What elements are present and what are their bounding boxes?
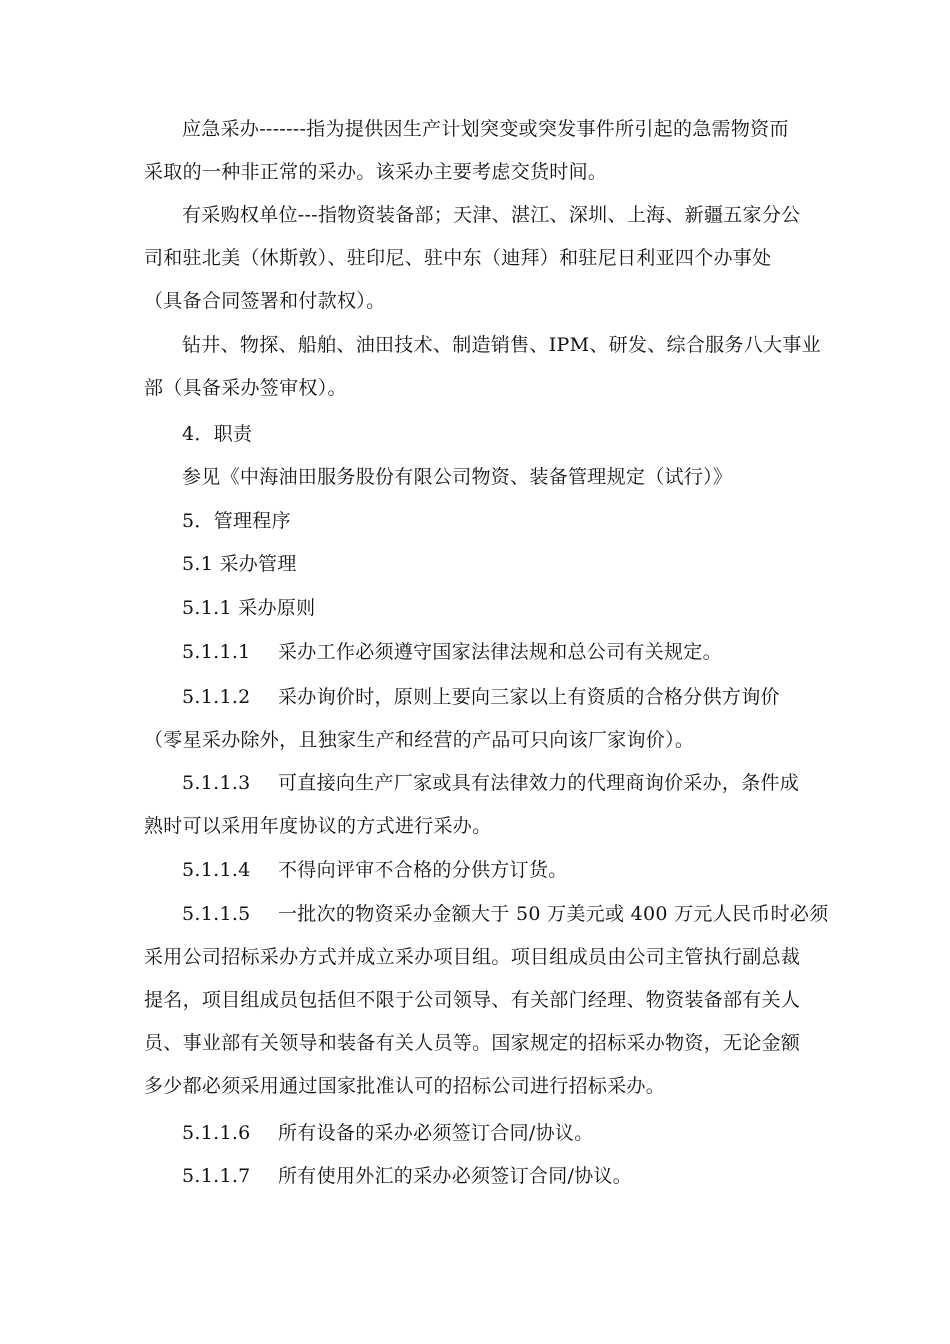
clause-5-1-1-5-line-4: 员、事业部有关领导和装备有关人员等。国家规定的招标采办物资，无论金额 — [144, 1032, 801, 1054]
clause-text: 一批次的物资采办金额大于 50 万美元或 400 万元人民币时必须 — [278, 903, 829, 925]
clause-number: 5.1.1.5 — [182, 903, 251, 925]
clause-text: 采办工作必须遵守国家法律法规和总公司有关规定。 — [278, 641, 722, 663]
clause-number: 5.1.1.2 — [182, 686, 251, 708]
clause-5-1-1-3-line-2: 熟时可以采用年度协议的方式进行采办。 — [144, 815, 492, 837]
clause-5-1-1-6 — [182, 1118, 862, 1148]
clause-number: 5.1.1.4 — [182, 859, 251, 881]
clause-text: 所有使用外汇的采办必须签订合同/协议。 — [278, 1165, 633, 1187]
clause-5-1-1-1 — [182, 637, 862, 667]
purchasing-units-line-2: 司和驻北美（休斯敦）、驻印尼、驻中东（迪拜）和驻尼日利亚四个办事处 — [144, 247, 772, 269]
emergency-definition-line-1: 应急采办-------指为提供因生产计划突变或突发事件所引起的急需物资而 — [182, 118, 789, 140]
clause-number: 5.1.1.6 — [182, 1122, 251, 1144]
section-5-1-heading: 5.1 采办管理 — [182, 553, 297, 575]
section-5-1-1-heading: 5.1.1 采办原则 — [182, 597, 316, 619]
clause-5-1-1-2-line-2: （零星采办除外，且独家生产和经营的产品可只向该厂家询价）。 — [144, 729, 695, 751]
section-4-text: 参见《中海油田服务股份有限公司物资、装备管理规定（试行）》 — [182, 466, 733, 488]
purchasing-units-line-3: （具备合同签署和付款权）。 — [144, 290, 386, 312]
divisions-line-2: 部（具备采办签审权）。 — [144, 377, 347, 399]
emergency-definition-line-2: 采取的一种非正常的采办。该采办主要考虑交货时间。 — [144, 161, 608, 183]
clause-5-1-1-4 — [182, 855, 862, 885]
section-4-heading: 4．职责 — [182, 423, 253, 445]
clause-text: 可直接向生产厂家或具有法律效力的代理商询价采办，条件成 — [278, 772, 800, 794]
clause-5-1-1-5-line-2: 采用公司招标采办方式并成立采办项目组。项目组成员由公司主管执行副总裁 — [144, 946, 801, 968]
clause-text: 采办询价时，原则上要向三家以上有资质的合格分供方询价 — [278, 686, 780, 708]
clause-text: 所有设备的采办必须签订合同/协议。 — [278, 1122, 594, 1144]
clause-5-1-1-2-line-1 — [182, 682, 862, 712]
divisions-line-1: 钻井、物探、船舶、油田技术、制造销售、IPM、研发、综合服务八大事业 — [182, 334, 821, 356]
clause-5-1-1-5-line-3: 提名，项目组成员包括但不限于公司领导、有关部门经理、物资装备部有关人 — [144, 989, 801, 1011]
clause-number: 5.1.1.3 — [182, 772, 251, 794]
section-5-heading: 5．管理程序 — [182, 510, 291, 532]
clause-5-1-1-5-line-1 — [182, 899, 862, 929]
clause-number: 5.1.1.7 — [182, 1165, 251, 1187]
clause-5-1-1-3-line-1 — [182, 768, 862, 798]
clause-number: 5.1.1.1 — [182, 641, 251, 663]
clause-5-1-1-7 — [182, 1161, 862, 1191]
purchasing-units-line-1: 有采购权单位---指物资装备部；天津、湛江、深圳、上海、新疆五家分公 — [182, 204, 801, 226]
clause-5-1-1-5-line-5: 多少都必须采用通过国家批准认可的招标公司进行招标采办。 — [144, 1075, 666, 1097]
clause-text: 不得向评审不合格的分供方订货。 — [278, 859, 568, 881]
